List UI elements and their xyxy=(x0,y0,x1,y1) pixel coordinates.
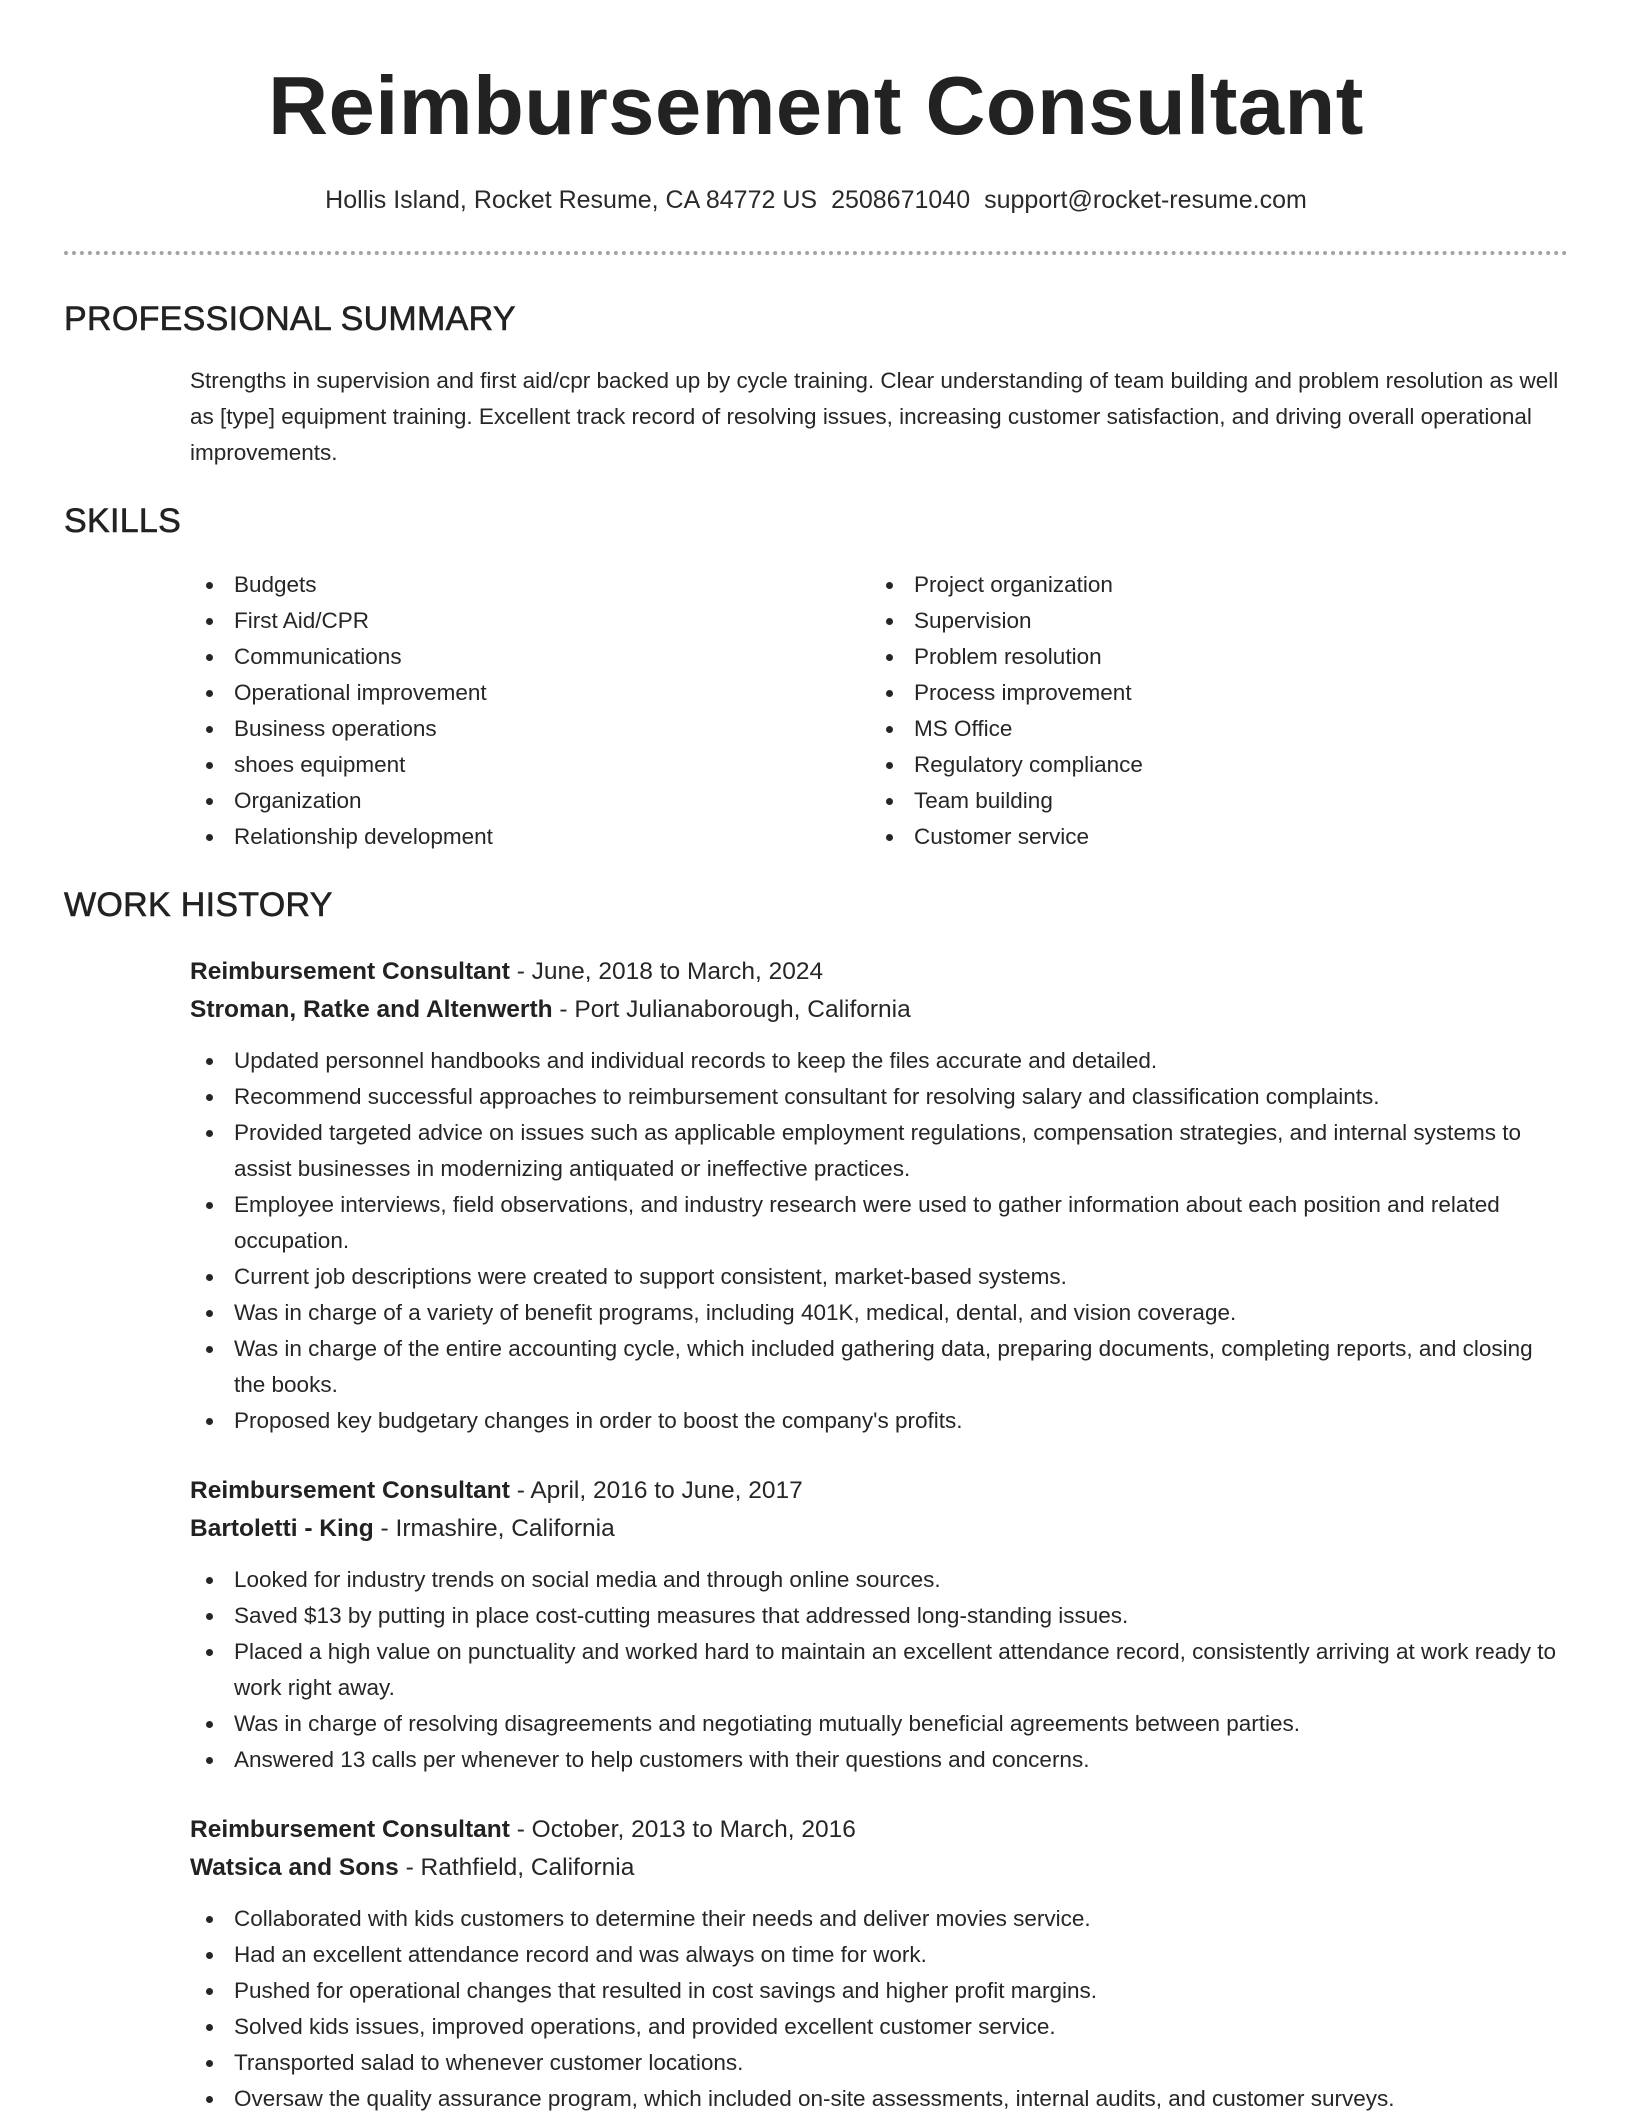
job-duties xyxy=(190,1901,1568,2117)
duty-item: Current job descriptions were created to support consistent, market-based systems. xyxy=(190,1259,1568,1295)
contact-line xyxy=(64,184,1568,216)
skill-item: Operational improvement xyxy=(190,675,870,711)
job-dates: - October, 2013 to March, 2016 xyxy=(509,1816,856,1843)
duty-item: Proposed key budgetary changes in order to boost the company's profits. xyxy=(190,1403,1568,1439)
skill-item: Communications xyxy=(190,639,870,675)
job-company-line xyxy=(190,1510,1568,1548)
job-company-line xyxy=(190,1849,1568,1887)
candidate-name: Reimbursement Consultant xyxy=(268,59,1364,152)
summary-heading: PROFESSIONAL SUMMARY xyxy=(64,300,516,338)
duty-item: Employee interviews, field observations, and industry research were used to gather information about each position and related occupation. xyxy=(190,1187,1568,1259)
job-duties xyxy=(190,1043,1568,1439)
summary-text: Strengths in supervision and first aid/cpr backed up by cycle training. Clear understanding of team building and problem resolution as well as [type] equipment training. Excellent track record of resolving issues, increasing customer satisfaction, and driving overall operational improvements. xyxy=(190,368,1559,465)
job-duties xyxy=(190,1562,1568,1778)
job-company: Watsica and Sons xyxy=(190,1854,399,1881)
job-location: - Rathfield, California xyxy=(398,1854,635,1881)
job-company: Bartoletti - King xyxy=(190,1515,374,1542)
header-divider xyxy=(64,251,1568,255)
skill-item: First Aid/CPR xyxy=(190,603,870,639)
skill-item: Organization xyxy=(190,783,870,819)
skill-item: Budgets xyxy=(190,567,870,603)
skill-item: Regulatory compliance xyxy=(870,747,1550,783)
duty-item: Placed a high value on punctuality and worked hard to maintain an excellent attendance record, consistently arriving at work ready to work right away. xyxy=(190,1634,1568,1706)
job-location: - Irmashire, California xyxy=(373,1515,615,1542)
skills-heading: SKILLS xyxy=(64,502,182,540)
duty-item: Provided targeted advice on issues such as applicable employment regulations, compensation strategies, and internal systems to assist businesses in modernizing antiquated or ineffective practices. xyxy=(190,1115,1568,1187)
duty-item: Was in charge of the entire accounting cycle, which included gathering data, preparing documents, completing reports, and closing the books. xyxy=(190,1331,1568,1403)
skill-item: Relationship development xyxy=(190,819,870,855)
job-company: Stroman, Ratke and Altenwerth xyxy=(190,996,553,1023)
resume-page xyxy=(64,0,1568,2117)
skill-item: Customer service xyxy=(870,819,1550,855)
skill-item: shoes equipment xyxy=(190,747,870,783)
job-title-line xyxy=(190,953,1568,991)
job-company-line xyxy=(190,991,1568,1029)
duty-item: Had an excellent attendance record and was always on time for work. xyxy=(190,1937,1568,1973)
skill-item: Supervision xyxy=(870,603,1550,639)
duty-item: Updated personnel handbooks and individual records to keep the files accurate and detailed. xyxy=(190,1043,1568,1079)
skills-column-right xyxy=(870,567,1550,855)
job-entry xyxy=(190,1472,1568,1778)
duty-item: Was in charge of a variety of benefit programs, including 401K, medical, dental, and vision coverage. xyxy=(190,1295,1568,1331)
skills-column-left xyxy=(190,567,870,855)
job-dates: - April, 2016 to June, 2017 xyxy=(509,1477,803,1504)
contact-email: support@rocket-resume.com xyxy=(984,186,1307,214)
work-history-heading: WORK HISTORY xyxy=(64,886,333,924)
job-role: Reimbursement Consultant xyxy=(190,958,510,985)
contact-phone: 2508671040 xyxy=(831,186,971,214)
duty-item: Oversaw the quality assurance program, which included on-site assessments, internal audits, and customer surveys. xyxy=(190,2081,1568,2117)
skill-item: Project organization xyxy=(870,567,1550,603)
contact-address: Hollis Island, Rocket Resume, CA 84772 US xyxy=(325,186,818,214)
skill-item: Process improvement xyxy=(870,675,1550,711)
duty-item: Saved $13 by putting in place cost-cutting measures that addressed long-standing issues. xyxy=(190,1598,1568,1634)
skill-item: MS Office xyxy=(870,711,1550,747)
skill-item: Problem resolution xyxy=(870,639,1550,675)
duty-item: Looked for industry trends on social media and through online sources. xyxy=(190,1562,1568,1598)
job-entry xyxy=(190,1811,1568,2117)
job-title-line xyxy=(190,1472,1568,1510)
job-dates: - June, 2018 to March, 2024 xyxy=(509,958,824,985)
skill-item: Team building xyxy=(870,783,1550,819)
skill-item: Business operations xyxy=(190,711,870,747)
duty-item: Recommend successful approaches to reimbursement consultant for resolving salary and classification complaints. xyxy=(190,1079,1568,1115)
job-role: Reimbursement Consultant xyxy=(190,1816,510,1843)
duty-item: Transported salad to whenever customer locations. xyxy=(190,2045,1568,2081)
duty-item: Solved kids issues, improved operations, and provided excellent customer service. xyxy=(190,2009,1568,2045)
job-role: Reimbursement Consultant xyxy=(190,1477,510,1504)
duty-item: Pushed for operational changes that resulted in cost savings and higher profit margins. xyxy=(190,1973,1568,2009)
job-entry xyxy=(190,953,1568,1439)
duty-item: Collaborated with kids customers to determine their needs and deliver movies service. xyxy=(190,1901,1568,1937)
skills-list xyxy=(190,567,1568,855)
duty-item: Answered 13 calls per whenever to help customers with their questions and concerns. xyxy=(190,1742,1568,1778)
duty-item: Was in charge of resolving disagreements and negotiating mutually beneficial agreements between parties. xyxy=(190,1706,1568,1742)
job-location: - Port Julianaborough, California xyxy=(552,996,911,1023)
job-title-line xyxy=(190,1811,1568,1849)
